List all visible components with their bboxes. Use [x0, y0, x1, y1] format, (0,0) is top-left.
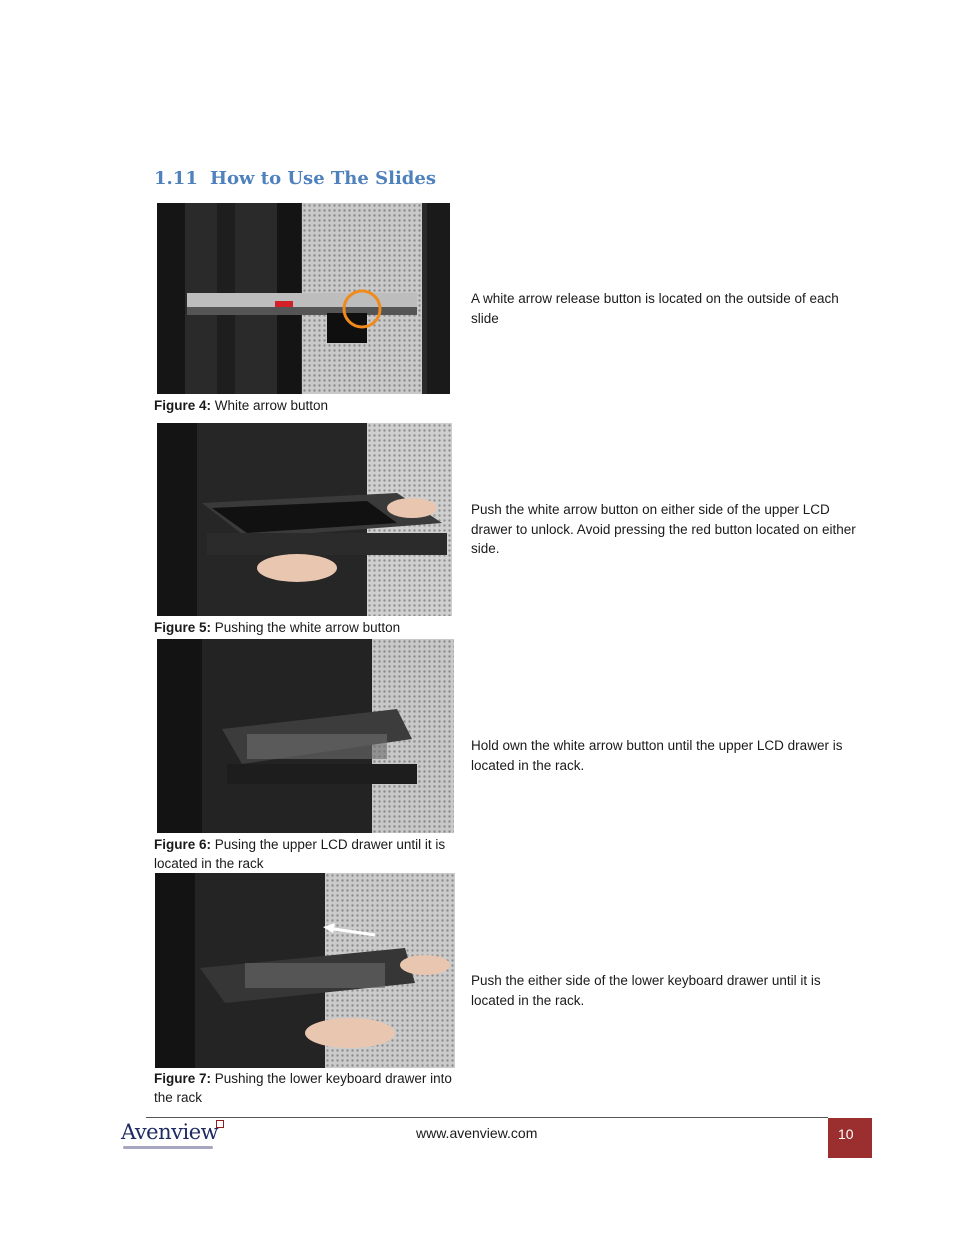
- avenview-logo: [121, 1120, 218, 1150]
- page-number: 10: [838, 1126, 854, 1142]
- figure-5-description: Push the white arrow button on either side of the upper LCD drawer to unlock. Avoid pressing the red button located on either side.: [471, 502, 856, 556]
- figure-7-photo: [155, 873, 455, 1068]
- logo-swoosh-icon: [123, 1146, 213, 1149]
- figure-4-description: A white arrow release button is located on the outside of each slide: [471, 291, 839, 326]
- figure-label: Figure 4:: [154, 398, 212, 413]
- section-number: 1.11: [154, 168, 198, 189]
- figure-6-photo: [157, 639, 454, 833]
- figure-5-caption: Figure 5: Pushing the white arrow button: [154, 620, 401, 635]
- figure-5-photo: [157, 423, 452, 616]
- section-heading: [154, 168, 436, 189]
- figure-label: Figure 6:: [154, 837, 212, 852]
- figure-4-photo: [157, 203, 450, 394]
- figure-7-caption: Figure 7: Pushing the lower keyboard drawer into the rack: [154, 1071, 452, 1105]
- figure-7-description: Push the either side of the lower keyboard drawer until it is located in the rack.: [471, 973, 821, 1008]
- logo-mark-icon: [216, 1120, 224, 1128]
- figure-6-caption: Figure 6: Pusing the upper LCD drawer until it is located in the rack: [154, 837, 446, 871]
- section-title: How to Use The Slides: [210, 168, 436, 189]
- figure-6-description: Hold own the white arrow button until the upper LCD drawer is located in the rack.: [471, 738, 843, 773]
- figure-label: Figure 5:: [154, 620, 212, 635]
- logo-text: Avenview: [121, 1120, 219, 1144]
- figure-4-caption: Figure 4: White arrow button: [154, 398, 329, 413]
- footer-url: www.avenview.com: [416, 1125, 538, 1141]
- footer-divider: [146, 1117, 828, 1118]
- figure-label: Figure 7:: [154, 1071, 212, 1086]
- page-number-badge: [828, 1118, 872, 1158]
